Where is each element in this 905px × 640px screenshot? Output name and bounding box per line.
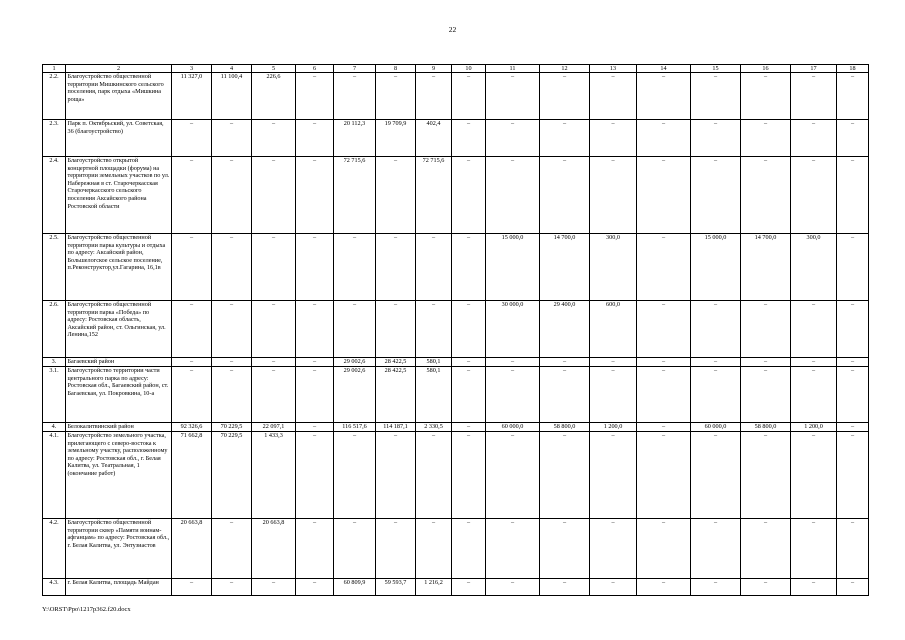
value-cell: 72 715,6 (334, 157, 376, 234)
value-cell: – (452, 519, 486, 579)
value-cell: – (637, 423, 691, 432)
value-cell: – (590, 157, 637, 234)
value-cell: – (540, 367, 590, 423)
value-cell: – (637, 301, 691, 358)
value-cell: 60 000,0 (691, 423, 741, 432)
row-number-cell: 4. (43, 423, 66, 432)
value-cell: 2 330,5 (416, 423, 452, 432)
value-cell: 226,6 (252, 73, 296, 120)
value-cell: 60 000,0 (486, 423, 540, 432)
column-number-header: 5 (252, 65, 296, 73)
value-cell: – (590, 432, 637, 519)
value-cell: – (252, 367, 296, 423)
value-cell: – (691, 73, 741, 120)
value-cell: – (212, 120, 252, 157)
value-cell: – (637, 579, 691, 596)
row-number-cell: 4.2. (43, 519, 66, 579)
value-cell: – (376, 73, 416, 120)
value-cell: 60 809,9 (334, 579, 376, 596)
value-cell: – (452, 432, 486, 519)
row-number-cell: 2.4. (43, 157, 66, 234)
value-cell: – (416, 73, 452, 120)
column-number-header: 6 (296, 65, 334, 73)
value-cell: – (172, 358, 212, 367)
value-cell: – (590, 120, 637, 157)
value-cell: – (791, 358, 837, 367)
value-cell: – (452, 73, 486, 120)
header-row (43, 65, 869, 73)
value-cell: – (416, 432, 452, 519)
value-cell: – (212, 519, 252, 579)
value-cell: – (452, 367, 486, 423)
value-cell: 580,1 (416, 358, 452, 367)
value-cell: – (540, 432, 590, 519)
value-cell: – (691, 367, 741, 423)
column-number-header: 1 (43, 65, 66, 73)
value-cell: 29 400,0 (540, 301, 590, 358)
value-cell: 20 112,3 (334, 120, 376, 157)
value-cell: – (540, 73, 590, 120)
value-cell: – (296, 519, 334, 579)
value-cell: – (486, 157, 540, 234)
column-number-header: 4 (212, 65, 252, 73)
value-cell: – (540, 519, 590, 579)
value-cell: – (691, 519, 741, 579)
value-cell: – (540, 358, 590, 367)
value-cell: 71 662,8 (172, 432, 212, 519)
value-cell: – (691, 579, 741, 596)
value-cell: – (590, 358, 637, 367)
value-cell: 58 800,0 (540, 423, 590, 432)
value-cell: – (172, 234, 212, 301)
value-cell: – (741, 120, 791, 157)
value-cell: – (837, 432, 869, 519)
row-number-cell: 2.6. (43, 301, 66, 358)
value-cell: – (252, 579, 296, 596)
value-cell: 1 433,3 (252, 432, 296, 519)
value-cell: – (296, 301, 334, 358)
value-cell: – (791, 579, 837, 596)
object-name-cell: Белокалитвинский район (66, 423, 172, 432)
table-row (43, 423, 869, 432)
column-number-header: 8 (376, 65, 416, 73)
value-cell: – (637, 519, 691, 579)
value-cell: – (741, 157, 791, 234)
value-cell: – (212, 234, 252, 301)
value-cell: – (741, 519, 791, 579)
value-cell: – (540, 579, 590, 596)
table-row (43, 73, 869, 120)
object-name-cell: Благоустройство общественной территории сквер «Памяти воинам-афганцам» по адресу: Ростовская обл., г. Белая Калитва, ул. Энтузиастов (66, 519, 172, 579)
column-number-header: 14 (637, 65, 691, 73)
value-cell: 20 663,8 (252, 519, 296, 579)
value-cell: 116 517,6 (334, 423, 376, 432)
column-number-header: 7 (334, 65, 376, 73)
value-cell: – (296, 120, 334, 157)
value-cell: – (212, 157, 252, 234)
value-cell: – (486, 73, 540, 120)
value-cell: – (452, 120, 486, 157)
object-name-cell: г. Белая Калитва, площадь Майдан (66, 579, 172, 596)
value-cell: 30 000,0 (486, 301, 540, 358)
object-name-cell: Парк п. Октябрьский, ул. Советская, 36 (благоустройство) (66, 120, 172, 157)
value-cell: – (296, 579, 334, 596)
value-cell: – (296, 358, 334, 367)
value-cell: – (791, 519, 837, 579)
column-number-header: 9 (416, 65, 452, 73)
value-cell: 14 700,0 (741, 234, 791, 301)
value-cell: – (212, 367, 252, 423)
value-cell: – (791, 301, 837, 358)
value-cell: – (486, 579, 540, 596)
value-cell: – (452, 157, 486, 234)
value-cell: – (741, 358, 791, 367)
value-cell: – (637, 73, 691, 120)
table-row (43, 234, 869, 301)
value-cell: 22 097,1 (252, 423, 296, 432)
row-number-cell: 4.3. (43, 579, 66, 596)
column-number-header: 10 (452, 65, 486, 73)
value-cell: – (212, 301, 252, 358)
row-number-cell: 4.1. (43, 432, 66, 519)
value-cell: – (296, 157, 334, 234)
column-number-header: 12 (540, 65, 590, 73)
value-cell: 300,0 (590, 234, 637, 301)
table-row (43, 579, 869, 596)
value-cell: – (486, 367, 540, 423)
value-cell: – (791, 432, 837, 519)
value-cell: – (376, 519, 416, 579)
value-cell: – (486, 432, 540, 519)
value-cell: – (296, 234, 334, 301)
value-cell: – (296, 367, 334, 423)
value-cell: – (741, 301, 791, 358)
value-cell: – (791, 157, 837, 234)
value-cell: 19 709,9 (376, 120, 416, 157)
value-cell: – (741, 579, 791, 596)
value-cell: – (452, 579, 486, 596)
value-cell: – (296, 432, 334, 519)
footer-file-path: Y:\ORST\Ppo\1217p362.f20.docx (42, 606, 131, 613)
table-row (43, 519, 869, 579)
value-cell: – (252, 234, 296, 301)
value-cell: 11 100,4 (212, 73, 252, 120)
value-cell: – (590, 73, 637, 120)
value-cell: – (334, 234, 376, 301)
value-cell: – (741, 367, 791, 423)
table-row (43, 301, 869, 358)
value-cell: 1 200,0 (791, 423, 837, 432)
value-cell: 11 327,0 (172, 73, 212, 120)
value-cell: – (637, 432, 691, 519)
column-number-header: 15 (691, 65, 741, 73)
value-cell: – (837, 579, 869, 596)
value-cell: – (691, 432, 741, 519)
value-cell: 1 200,0 (590, 423, 637, 432)
value-cell: – (837, 423, 869, 432)
value-cell: 402,4 (416, 120, 452, 157)
value-cell: – (837, 157, 869, 234)
value-cell: – (540, 120, 590, 157)
value-cell: – (252, 358, 296, 367)
value-cell: – (172, 120, 212, 157)
value-cell: – (172, 157, 212, 234)
value-cell: – (590, 579, 637, 596)
column-number-header: 16 (741, 65, 791, 73)
value-cell: 28 422,5 (376, 367, 416, 423)
table-row (43, 367, 869, 423)
value-cell: – (452, 423, 486, 432)
value-cell: 300,0 (791, 234, 837, 301)
value-cell: – (376, 157, 416, 234)
object-name-cell: Благоустройство общественной территории парка «Победа» по адресу: Ростовская область, Аксайский район, ст. Ольгинская, ул. Ленина,152 (66, 301, 172, 358)
value-cell: – (416, 301, 452, 358)
value-cell: – (791, 367, 837, 423)
object-name-cell: Благоустройство общественной территории Мишкинского сельского поселения, парк отдыха «Мишкина роща» (66, 73, 172, 120)
value-cell: – (691, 301, 741, 358)
value-cell: – (637, 358, 691, 367)
value-cell: – (590, 519, 637, 579)
value-cell: – (452, 358, 486, 367)
value-cell: – (741, 432, 791, 519)
page-number: 22 (448, 25, 457, 34)
value-cell: – (486, 120, 540, 157)
value-cell: 580,1 (416, 367, 452, 423)
value-cell: 29 002,6 (334, 358, 376, 367)
column-number-header: 3 (172, 65, 212, 73)
value-cell: – (691, 358, 741, 367)
value-cell: – (334, 73, 376, 120)
value-cell: – (452, 234, 486, 301)
value-cell: – (334, 301, 376, 358)
value-cell: 92 326,6 (172, 423, 212, 432)
value-cell: – (252, 157, 296, 234)
table-row (43, 358, 869, 367)
value-cell: – (691, 157, 741, 234)
value-cell: 70 229,5 (212, 423, 252, 432)
value-cell: – (376, 301, 416, 358)
value-cell: – (837, 73, 869, 120)
value-cell: – (791, 73, 837, 120)
value-cell: – (212, 358, 252, 367)
object-name-cell: Благоустройство общественной территории парка культуры и отдыха по адресу: Аксайский район, Большелогское сельское поселение, п.Реконструктор,ул.Гагарина, 16,1в (66, 234, 172, 301)
column-number-header: 18 (837, 65, 869, 73)
value-cell: – (837, 367, 869, 423)
value-cell: 15 000,0 (691, 234, 741, 301)
row-number-cell: 2.2. (43, 73, 66, 120)
value-cell: – (334, 432, 376, 519)
value-cell: 28 422,5 (376, 358, 416, 367)
value-cell: – (172, 301, 212, 358)
value-cell: – (172, 367, 212, 423)
row-number-cell: 2.5. (43, 234, 66, 301)
column-number-header: 11 (486, 65, 540, 73)
value-cell: 29 002,6 (334, 367, 376, 423)
value-cell: – (296, 73, 334, 120)
value-cell: – (376, 234, 416, 301)
value-cell: – (486, 358, 540, 367)
value-cell: – (791, 120, 837, 157)
table-row (43, 157, 869, 234)
object-name-cell: Багаевский район (66, 358, 172, 367)
value-cell: – (837, 234, 869, 301)
table-row (43, 120, 869, 157)
object-name-cell: Благоустройство земельного участка, прилегающего с северо-востока к земельному участку, расположенному по адресу: Ростовская обл., г. Белая Калитва, ул. Театральная, 1 (окончание работ) (66, 432, 172, 519)
value-cell: – (416, 519, 452, 579)
value-cell: – (296, 423, 334, 432)
value-cell: 1 216,2 (416, 579, 452, 596)
value-cell: – (334, 519, 376, 579)
row-number-cell: 3. (43, 358, 66, 367)
value-cell: – (172, 579, 212, 596)
value-cell: – (637, 367, 691, 423)
row-number-cell: 2.3. (43, 120, 66, 157)
value-cell: – (452, 301, 486, 358)
row-number-cell: 3.1. (43, 367, 66, 423)
value-cell: 20 663,8 (172, 519, 212, 579)
value-cell: – (837, 358, 869, 367)
value-cell: – (590, 367, 637, 423)
value-cell: 58 800,0 (741, 423, 791, 432)
column-number-header: 13 (590, 65, 637, 73)
value-cell: – (376, 432, 416, 519)
column-number-header: 2 (66, 65, 172, 73)
value-cell: – (837, 120, 869, 157)
table-row (43, 432, 869, 519)
value-cell: – (212, 579, 252, 596)
value-cell: 14 700,0 (540, 234, 590, 301)
value-cell: – (637, 234, 691, 301)
value-cell: – (837, 519, 869, 579)
value-cell: – (486, 519, 540, 579)
object-name-cell: Благоустройство территории части центрального парка по адресу: Ростовская обл., Багаевский район, ст. Багаевская, ул. Покровкина, 10-а (66, 367, 172, 423)
value-cell: 114 187,1 (376, 423, 416, 432)
value-cell: 72 715,6 (416, 157, 452, 234)
value-cell: 15 000,0 (486, 234, 540, 301)
value-cell: – (691, 120, 741, 157)
value-cell: 600,0 (590, 301, 637, 358)
value-cell: 59 593,7 (376, 579, 416, 596)
budget-table (42, 64, 869, 596)
value-cell: – (637, 120, 691, 157)
value-cell: – (637, 157, 691, 234)
value-cell: – (252, 120, 296, 157)
column-number-header: 17 (791, 65, 837, 73)
value-cell: 70 229,5 (212, 432, 252, 519)
value-cell: – (837, 301, 869, 358)
object-name-cell: Благоустройство открытой концертной площадки (форума) на территории земельных участков по ул. Набережная в ст. Старочеркасская Старочеркасского сельского поселения Аксайского района Ростовской области (66, 157, 172, 234)
value-cell: – (252, 301, 296, 358)
value-cell: – (416, 234, 452, 301)
value-cell: – (540, 157, 590, 234)
value-cell: – (741, 73, 791, 120)
